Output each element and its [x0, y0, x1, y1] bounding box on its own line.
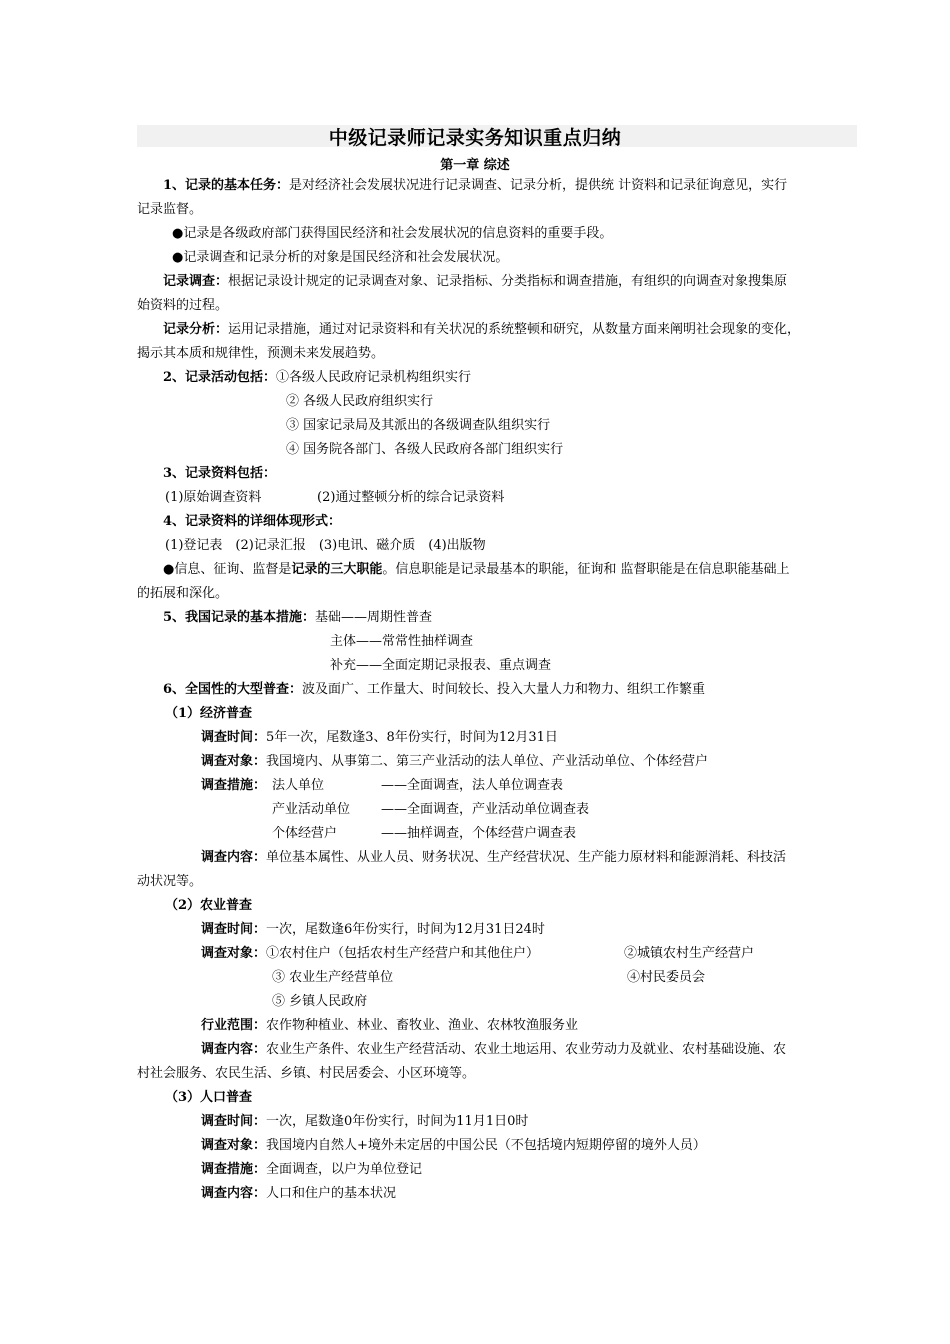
s1-bullet1: ●记录是各级政府部门获得国民经济和社会发展状况的信息资料的重要手段。 [172, 226, 613, 241]
s2-item-2: ② 各级人民政府组织实行 [286, 394, 434, 409]
agri-scope [201, 1014, 578, 1038]
agri-content-label: 调查内容： [201, 1042, 267, 1057]
s2-item-3: ③ 国家记录局及其派出的各级调查队组织实行 [286, 418, 551, 433]
econ-method-3-desc: ——抽样调查，个体经营户调查表 [381, 826, 577, 841]
s2-line1 [163, 366, 471, 390]
s4-bullet [163, 558, 790, 582]
s5-item-2: 主体——常常性抽样调查 [330, 634, 474, 649]
econ-obj [201, 750, 708, 774]
s3-item-2: (2)通过整顿分析的综合记录资料 [317, 490, 505, 505]
agri-obj-label: 调查对象： [201, 946, 267, 961]
pop-time-text: 一次，尾数逢0年份实行，时间为11月1日0时 [266, 1114, 529, 1129]
econ-method-3-unit: 个体经营户 [272, 826, 338, 841]
s1-bullet2: ●记录调查和记录分析的对象是国民经济和社会发展状况。 [172, 250, 509, 265]
econ-time-label: 调查时间： [201, 730, 267, 745]
agri-obj-3: ③ 农业生产经营单位 [272, 970, 394, 985]
s6-line [163, 678, 705, 702]
econ-content-text2: 动状况等。 [137, 874, 203, 889]
analysis-text1: 运用记录措施，通过对记录资料和有关状况的系统整顿和研究，从数量方面来阐明社会现象的变化， [228, 322, 801, 337]
pop-method-label: 调查措施： [201, 1162, 267, 1177]
s4-head: 4、记录资料的详细体现形式： [163, 514, 342, 529]
analysis-text2: 揭示其本质和规律性，预测未来发展趋势。 [137, 346, 385, 361]
agri-content-text1: 农业生产条件、农业生产经营活动、农业土地运用、农业劳动力及就业、农村基础设施、农 [266, 1042, 787, 1057]
s5-item-3: 补充——全面定期记录报表、重点调查 [330, 658, 552, 673]
econ-method-1-unit: 法人单位 [272, 778, 325, 793]
agri-obj-5: ⑤ 乡镇人民政府 [272, 994, 368, 1009]
agri-time-label: 调查时间： [201, 922, 267, 937]
agri-obj-1: ①农村住户（包括农村生产经营户和其他住户） [266, 946, 540, 961]
pop-content-text: 人口和住户的基本状况 [266, 1186, 397, 1201]
econ-method-1-desc: ——全面调查，法人单位调查表 [381, 778, 564, 793]
econ-content-text1: 单位基本属性、从业人员、财务状况、生产经营状况、生产能力原材料和能源消耗、科技活 [266, 850, 787, 865]
pop-content [201, 1182, 396, 1206]
pop-obj-label: 调查对象： [201, 1138, 267, 1153]
pop-time [201, 1110, 528, 1134]
s1-text2: 记录监督。 [137, 202, 203, 217]
agri-scope-text: 农作物种植业、林业、畜牧业、渔业、农林牧渔服务业 [266, 1018, 579, 1033]
document-title: 中级记录师记录实务知识重点归纳 [328, 127, 622, 149]
agri-content-text2: 村社会服务、农民生活、乡镇、村民居委会、小区环境等。 [137, 1066, 476, 1081]
s6-head: 6、全国性的大型普查： [163, 682, 303, 697]
s2-item-4: ④ 国务院各部门、各级人民政府各部门组织实行 [286, 442, 564, 457]
s1-line1 [163, 174, 787, 198]
s5-line1 [163, 606, 432, 630]
agri-scope-label: 行业范围： [201, 1018, 267, 1033]
survey-label: 记录调查： [163, 274, 229, 289]
analysis-label: 记录分析： [163, 322, 229, 337]
s3-item-1: (1)原始调查资料 [165, 490, 262, 505]
agri-obj-4: ④村民委员会 [627, 970, 706, 985]
pop-time-label: 调查时间： [201, 1114, 267, 1129]
pop-obj-text: 我国境内自然人+境外未定居的中国公民（不包括境内短期停留的境外人员） [266, 1138, 706, 1153]
analysis-line1 [163, 318, 800, 342]
survey-text1: 根据记录设计规定的记录调查对象、记录指标、分类指标和调查措施，有组织的向调查对象搜集原 [228, 274, 788, 289]
econ-content-label: 调查内容： [201, 850, 267, 865]
s5-head: 5、我国记录的基本措施： [163, 610, 316, 625]
survey-text2: 始资料的过程。 [137, 298, 229, 313]
econ-head: （1）经济普查 [165, 706, 253, 721]
s4-bullet-post: 。信息职能是记录最基本的职能，征询和 监督职能是在信息职能基础上 [382, 562, 790, 577]
agri-obj [201, 942, 539, 966]
econ-time-text: 5年一次，尾数逢3、8年份实行，时间为12月31日 [266, 730, 558, 745]
pop-method [201, 1158, 422, 1182]
pop-method-text: 全面调查，以户为单位登记 [266, 1162, 423, 1177]
agri-time-text: 一次，尾数逢6年份实行，时间为12月31日24时 [266, 922, 545, 937]
pop-head: （3）人口普查 [165, 1090, 253, 1105]
econ-method-label: 调查措施： [201, 778, 267, 793]
s1-text1: 是对经济社会发展状况进行记录调查、记录分析，提供统 计资料和记录征询意见，实行 [289, 178, 788, 193]
s4-bullet-pre: ●信息、征询、监督是 [163, 562, 292, 577]
s3-head: 3、记录资料包括： [163, 466, 277, 481]
survey-line1 [163, 270, 787, 294]
econ-time [201, 726, 558, 750]
econ-obj-text: 我国境内、从事第二、第三产业活动的法人单位、产业活动单位、个体经营户 [266, 754, 709, 769]
agri-time [201, 918, 545, 942]
agri-content [201, 1038, 786, 1062]
econ-method-2-unit: 产业活动单位 [272, 802, 351, 817]
chapter-heading: 第一章 综述 [440, 158, 510, 173]
s4-bullet-bold: 记录的三大职能 [291, 562, 383, 577]
s2-head: 2、记录活动包括： [163, 370, 277, 385]
s2-item-1: ①各级人民政府记录机构组织实行 [276, 370, 472, 385]
agri-head: （2）农业普查 [165, 898, 253, 913]
s1-head: 1、记录的基本任务： [163, 178, 290, 193]
econ-obj-label: 调查对象： [201, 754, 267, 769]
econ-method-2-desc: ——全面调查，产业活动单位调查表 [381, 802, 590, 817]
s5-item-1: 基础——周期性普查 [315, 610, 433, 625]
pop-content-label: 调查内容： [201, 1186, 267, 1201]
s4-items: (1)登记表 (2)记录汇报 (3)电讯、磁介质 (4)出版物 [165, 538, 486, 553]
econ-content [201, 846, 786, 870]
s6-text: 波及面广、工作量大、时间较长、投入大量人力和物力、组织工作繁重 [302, 682, 706, 697]
s4-bullet-line2: 的拓展和深化。 [137, 586, 229, 601]
pop-obj [201, 1134, 706, 1158]
agri-obj-2: ②城镇农村生产经营户 [624, 946, 755, 961]
